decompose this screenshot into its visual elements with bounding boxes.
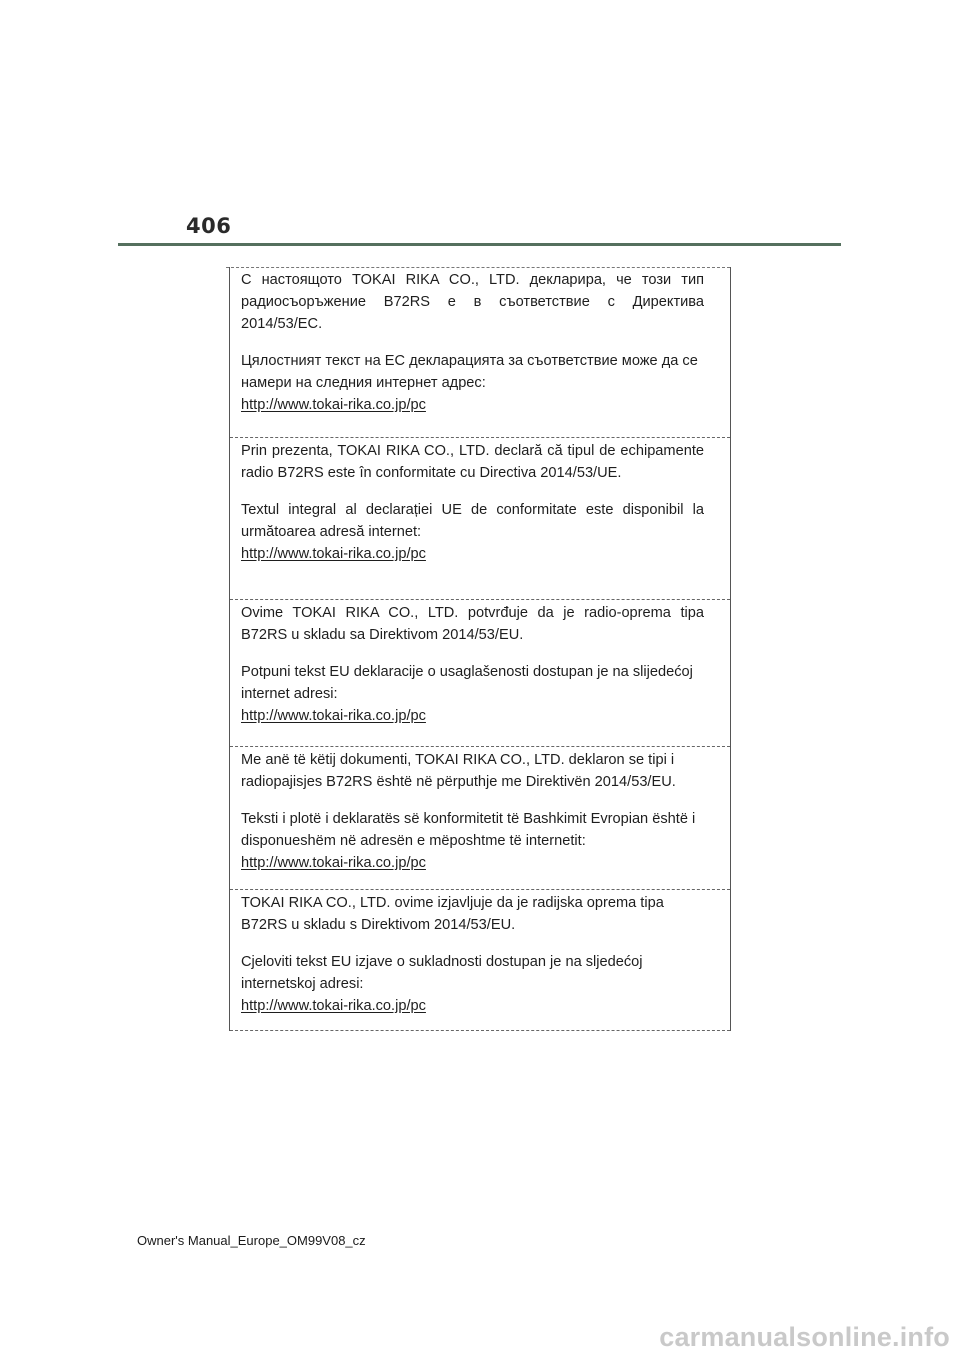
declaration-box	[229, 267, 731, 1031]
declaration-statement: Me anë të këtij dokumenti, TOKAI RIKA CO., LTD. deklaron se tipi i radiopajisjes B72RS është në përputhje me Direktivën 2014/53/EU.	[241, 752, 676, 790]
declaration-availability-text: Cjeloviti tekst EU izjave o sukladnosti dostupan je na sljedećoj internetskoj adresi:	[241, 954, 643, 992]
footer-manual-id: Owner's Manual_Europe_OM99V08_cz	[137, 1233, 366, 1248]
declaration-url-link[interactable]: http://www.tokai-rika.co.jp/pc	[241, 855, 426, 871]
declaration-url-link[interactable]: http://www.tokai-rika.co.jp/pc	[241, 708, 426, 724]
declaration-url-link[interactable]: http://www.tokai-rika.co.jp/pc	[241, 397, 426, 413]
declaration-section-montenegrin	[230, 600, 730, 747]
declaration-statement: Ovime TOKAI RIKA CO., LTD. potvrđuje da je radio-oprema tipa B72RS u skladu sa Direktivom 2014/53/EU.	[241, 605, 704, 643]
declaration-url-link[interactable]: http://www.tokai-rika.co.jp/pc	[241, 546, 426, 562]
declaration-statement: С настоящото TOKAI RIKA CO., LTD. декларира, че този тип радиосъоръжение B72RS е в съответствие с Директива 2014/53/EC.	[241, 272, 704, 332]
page-number: 406	[186, 214, 232, 238]
declaration-statement: TOKAI RIKA CO., LTD. ovime izjavljuje da je radijska oprema tipa B72RS u skladu s Direktivom 2014/53/EU.	[241, 895, 664, 933]
declaration-section-bulgarian	[230, 267, 730, 438]
declaration-section-croatian	[230, 890, 730, 1031]
declaration-section-albanian	[230, 747, 730, 890]
declaration-availability-text: Teksti i plotë i deklaratës së konformitetit të Bashkimit Evropian është i disponueshëm në adresën e mëposhtme të internetit:	[241, 811, 696, 849]
declaration-url-link[interactable]: http://www.tokai-rika.co.jp/pc	[241, 998, 426, 1014]
declaration-availability-text: Textul integral al declarației UE de conformitate este disponibil la următoarea adresă internet:	[241, 502, 704, 540]
declaration-availability-text: Цялостният текст на ЕС декларацията за съответствие може да се намери на следния интернет адрес:	[241, 353, 698, 391]
watermark-logo: carmanualsonline.info	[659, 1322, 950, 1352]
header-rule	[118, 243, 841, 246]
declaration-statement: Prin prezenta, TOKAI RIKA CO., LTD. declară că tipul de echipamente radio B72RS este în conformitate cu Directiva 2014/53/UE.	[241, 443, 704, 481]
declaration-availability-text: Potpuni tekst EU deklaracije o usaglašenosti dostupan je na slijedećoj internet adresi:	[241, 664, 693, 702]
declaration-section-romanian	[230, 438, 730, 600]
